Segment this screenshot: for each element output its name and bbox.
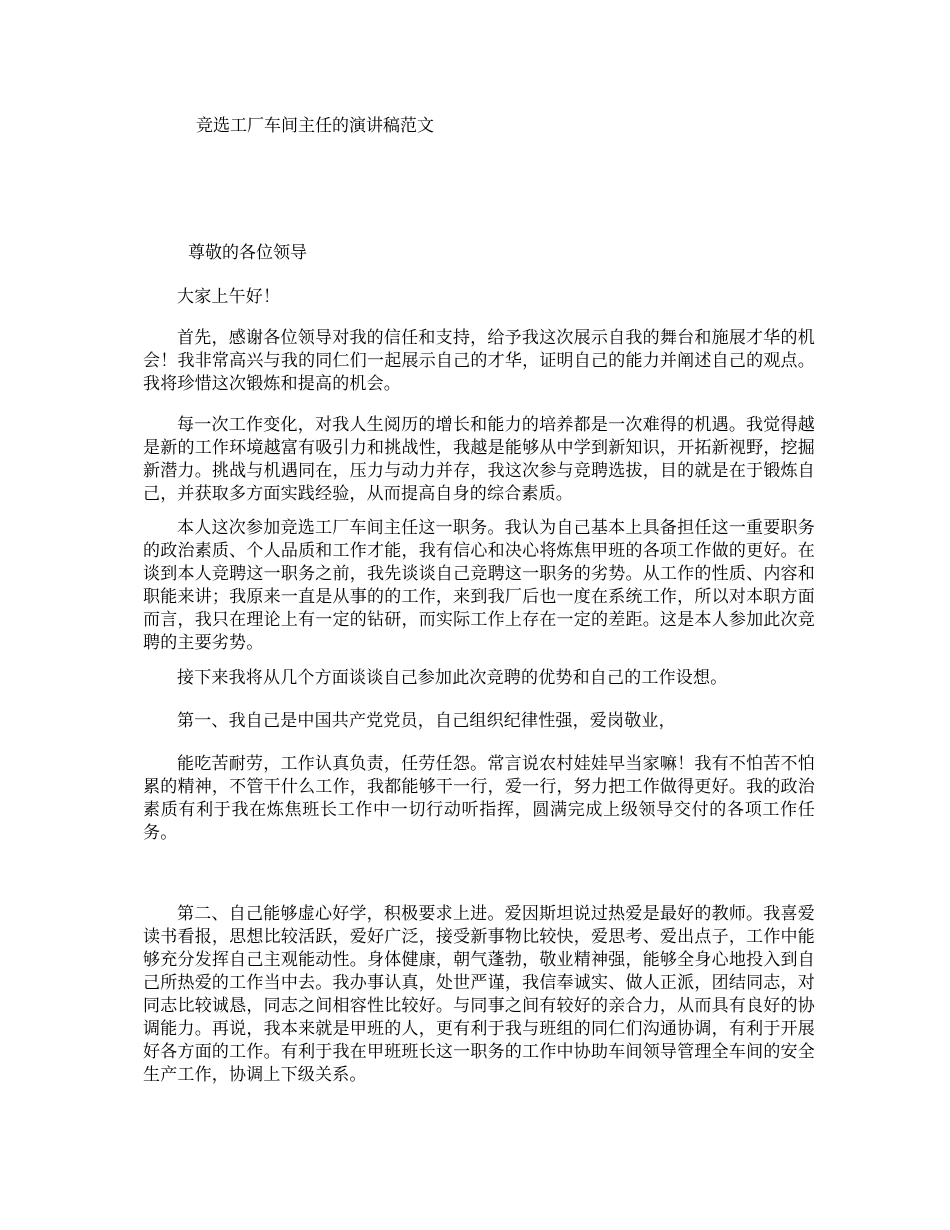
paragraph-first-point-detail: 能吃苦耐劳，工作认真负责，任劳任怨。常言说农村娃娃早当家嘛！我有不怕苦不怕累的精神，不管干什么工作，我都能够干一行，爱一行，努力把工作做得更好。我的政治素质有利于我在炼焦班长工作中一切行动听指挥，圆满完成上级领导交付的各项工作任务。: [143, 754, 815, 843]
paragraph-first-point: 第一、我自己是中国共产党党员，自己组织纪律性强，爱岗敬业，: [177, 711, 676, 731]
greeting: 大家上午好！: [177, 287, 281, 307]
paragraph-thanks: 首先，感谢各位领导对我的信任和支持，给予我这次展示自我的舞台和施展才华的机会！我非常高兴与我的同仁们一起展示自己的才华，证明自己的能力并阐述自己的观点。我将珍惜这次锻炼和提高的机会。: [143, 328, 815, 394]
paragraph-weakness: 本人这次参加竞选工厂车间主任这一职务。我认为自己基本上具备担任这一重要职务的政治素质、个人品质和工作才能，我有信心和决心将炼焦甲班的各项工作做的更好。在谈到本人竞聘这一职务之前，我先谈谈自己竞聘这一职务的劣势。从工作的性质、内容和职能来讲；我原来一直是从事的的工作，来到我厂后也一度在系统工作，所以对本职方面而言，我只在理论上有一定的钻研，而实际工作上存在一定的差距。这是本人参加此次竞聘的主要劣势。: [143, 518, 815, 653]
paragraph-opportunity: 每一次工作变化，对我人生阅历的增长和能力的培养都是一次难得的机遇。我觉得越是新的工作环境越富有吸引力和挑战性，我越是能够从中学到新知识，开拓新视野，挖掘新潜力。挑战与机遇同在，压力与动力并存，我这次参与竞聘选拔，目的就是在于锻炼自己，并获取多方面实践经验，从而提高自身的综合素质。: [143, 415, 815, 504]
paragraph-transition: 接下来我将从几个方面谈谈自己参加此次竞聘的优势和自己的工作设想。: [177, 668, 728, 688]
salutation: 尊敬的各位领导: [188, 243, 307, 263]
paragraph-second-point: 第二、自己能够虚心好学，积极要求上进。爱因斯坦说过热爱是最好的教师。我喜爱读书看报，思想比较活跃，爱好广泛，接受新事物比较快，爱思考、爱出点子，工作中能够充分发挥自己主观能动性。身体健康，朝气蓬勃，敬业精神强，能够全身心地投入到自己所热爱的工作当中去。我办事认真，处世严谨，我信奉诚实、做人正派，团结同志，对同志比较诚恳，同志之间相容性比较好。与同事之间有较好的亲合力，从而具有良好的协调能力。再说，我本来就是甲班的人，更有利于我与班组的同仁们沟通协调，有利于开展好各方面的工作。有利于我在甲班班长这一职务的工作中协助车间领导管理全车间的安全生产工作，协调上下级关系。: [143, 904, 815, 1085]
document-title: 竞选工厂车间主任的演讲稿范文: [196, 116, 434, 136]
